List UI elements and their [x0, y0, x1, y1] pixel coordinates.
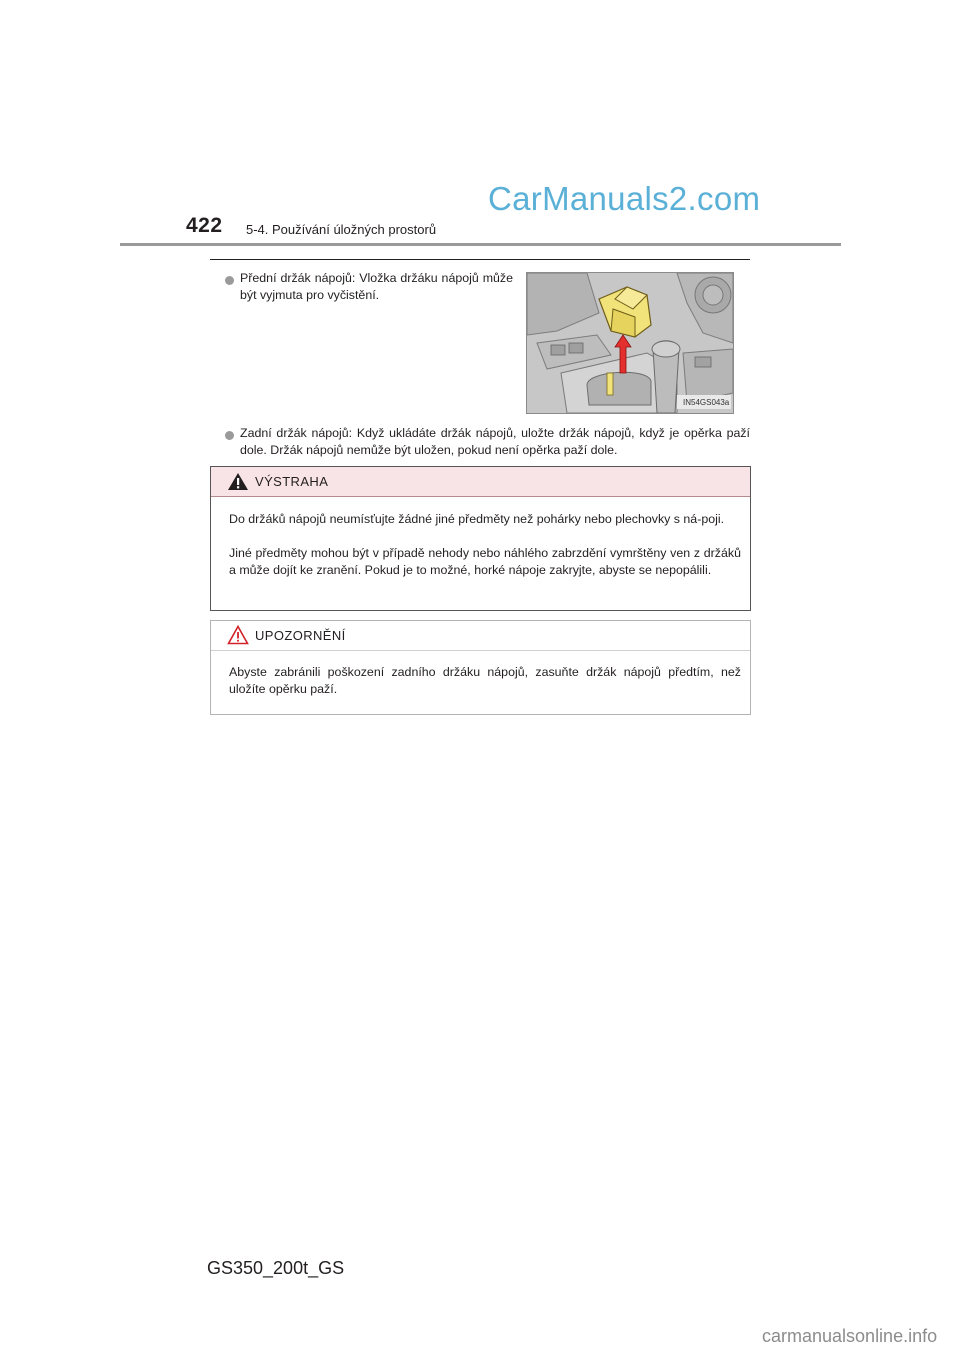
- notice-header: [211, 621, 750, 651]
- bullet-dot: [225, 276, 234, 285]
- warning-triangle-icon: [227, 472, 249, 491]
- warning-text-2: Jiné předměty mohou být v případě nehody nebo náhlého zabrzdění vymrštěny ven z držáků a může dojít ke zranění. Pokud je to možné, horké nápoje zakryjte, abyste se nepopálili.: [229, 546, 741, 577]
- cup-holder-drawing: [527, 273, 733, 413]
- warning-box: [210, 466, 751, 611]
- section-title: 5-4. Používání úložných prostorů: [246, 222, 437, 237]
- warning-header: [211, 467, 750, 497]
- bullet-rear-holder: Zadní držák nápojů: Když ukládáte držák nápojů, uložte držák nápojů, když je opěrka paží dole. Držák nápojů nemůže být uložen, pokud není opěrka paží dole.: [240, 426, 750, 457]
- page-number: 422: [186, 214, 223, 237]
- bullet-front-holder: Přední držák nápojů: Vložka držáku nápojů může být vyjmuta pro vyčistění.: [240, 271, 513, 302]
- notice-title: UPOZORNĚNÍ: [255, 628, 346, 643]
- watermark-top[interactable]: CarManuals2.com: [488, 180, 761, 217]
- header-rule: [120, 243, 841, 246]
- cup-holder-illustration: [526, 272, 734, 414]
- caution-triangle-icon: [227, 625, 249, 645]
- figure-code: IN54GS043a: [683, 398, 730, 407]
- notice-box: [210, 620, 751, 715]
- bullet-dot: [225, 431, 234, 440]
- footer-model: GS350_200t_GS: [207, 1258, 345, 1278]
- watermark-bottom[interactable]: carmanualsonline.info: [762, 1326, 938, 1346]
- warning-text-1: Do držáků nápojů neumísťujte žádné jiné předměty než pohárky nebo plechovky s ná-poji.: [229, 512, 725, 526]
- notice-text: Abyste zabránili poškození zadního držáku nápojů, zasuňte držák nápojů předtím, než uložíte opěrku paží.: [229, 665, 741, 696]
- content-rule: [210, 259, 750, 260]
- warning-title: VÝSTRAHA: [255, 474, 329, 489]
